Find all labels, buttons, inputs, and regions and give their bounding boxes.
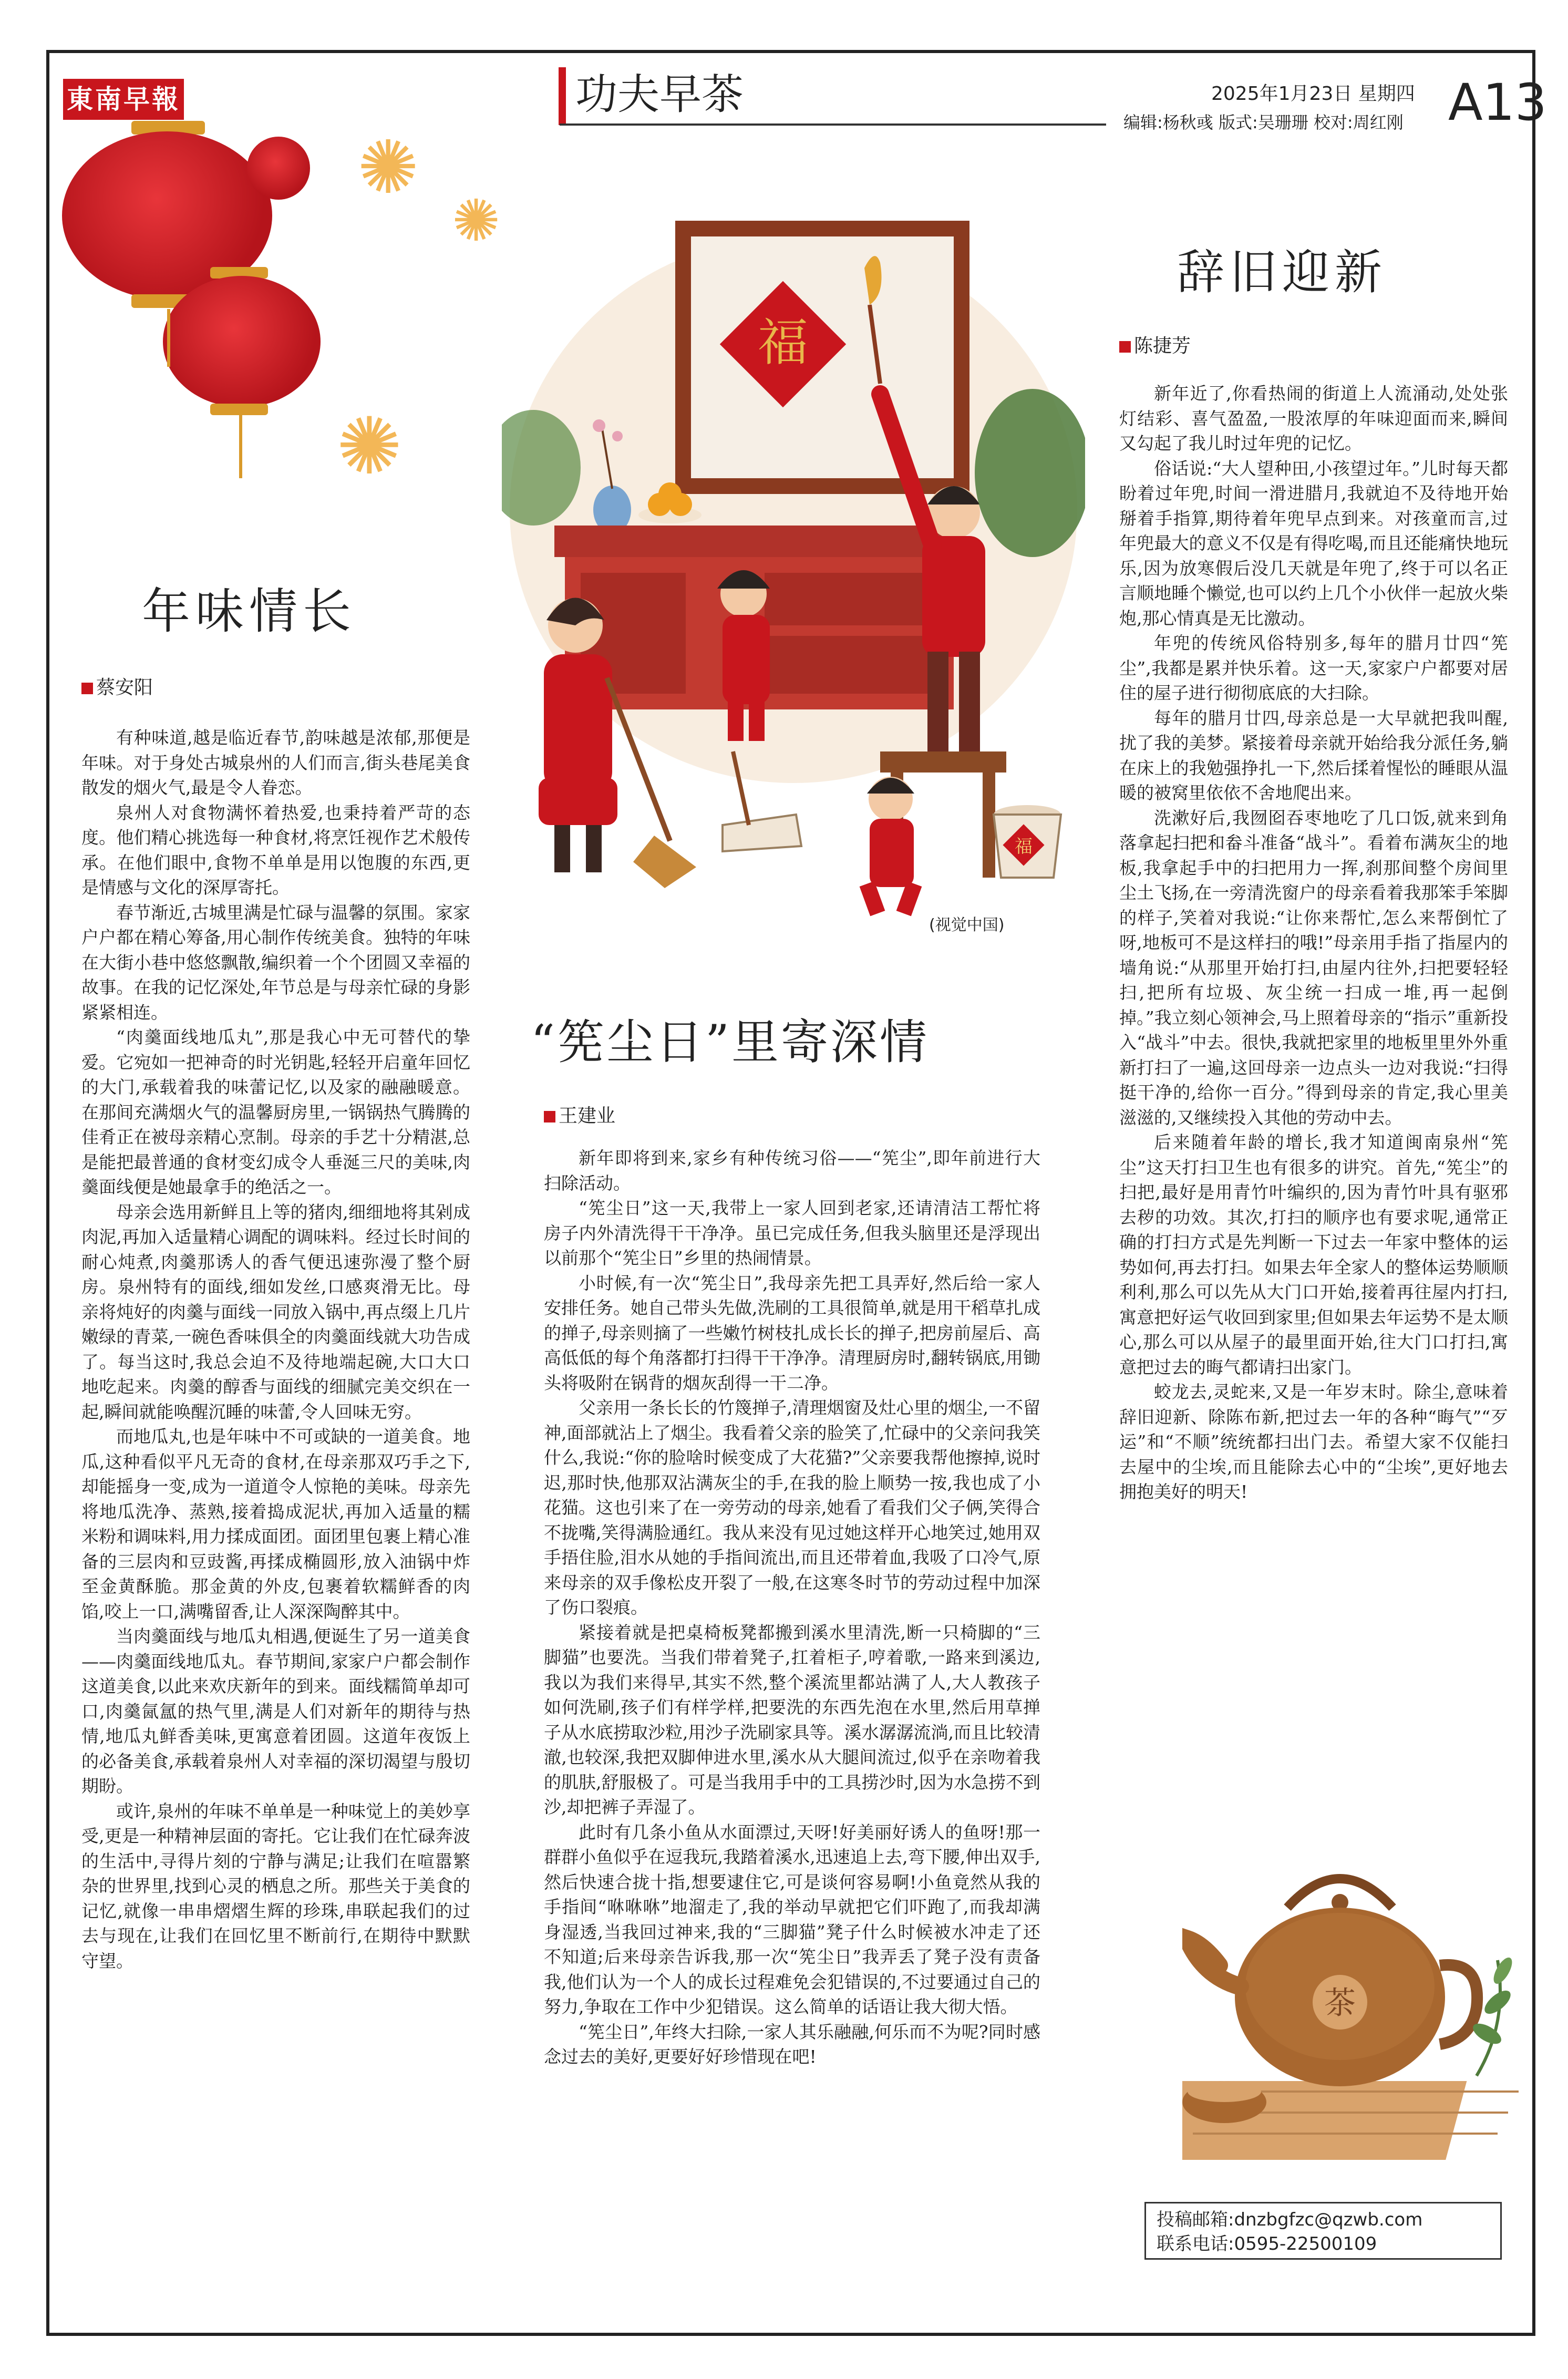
- article-author: 王建业: [544, 1101, 615, 1128]
- contact-box: [1144, 2202, 1502, 2260]
- teapot-character: 茶: [1324, 1985, 1356, 2022]
- article-title: “筅尘日”里寄深情: [531, 1015, 930, 1070]
- article-body-2: 新年即将到来,家乡有种传统习俗——“筅尘”,即年前进行大扫除活动。 “筅尘日”这一天,我带上一家人回到老家,还请清洁工帮忙将房子内外清洗得干干净净。虽已完成任务,但我头脑里还是浮现出以前那个“筅尘日”乡里的热闹情景。 小时候,有一次“筅尘日”,我母亲先把工具弄好,然后给一家人安排任务。她自己带头先做,洗刷的工具很简单,就是用干稻草扎成的掸子,母亲则摘了一些嫩竹树枝扎成长长的掸子,把房前屋后、高高低低的每个角落都打扫得干干净净。清理厨房时,翻转锅底,用锄头将吸附在锅背的烟灰刮得一干二净。 父亲用一条长长的竹篾掸子,清理烟窗及灶心里的烟尘,一不留神,面部就沾上了烟尘。我看着父亲的脸笑了,忙碌中的父亲问我笑什么,我说:“你的脸啥时候变成了大花猫?”父亲要我帮他擦掉,说时迟,那时快,他那双沾满灰尘的手,在我的脸上顺势一按,我也成了小花猫。这也引来了在一旁劳动的母亲,她看了看我们父子俩,笑得合不拢嘴,笑得满脸通红。我从来没有见过她这样开心地笑过,她用双手捂住脸,泪水从她的手指间流出,而且还带着血,我吸了口冷气,原来母亲的双手像松皮开裂了一般,在这寒冬时节的劳动过程中加深了伤口裂痕。 紧接着就是把桌椅板凳都搬到溪水里清洗,断一只椅脚的“三脚猫”也要洗。当我们带着凳子,扛着柜子,哼着歌,一路来到溪边,我以为我们来得早,其实不然,整个溪流里都站满了人,大人教孩子如何洗刷,孩子们有样学样,把要洗的东西先泡在水里,然后用草掸子从水底捞取沙粒,用沙子洗刷家具等。溪水潺潺流淌,而且比较清澈,也较深,我把双脚伸进水里,溪水从大腿间流过,似乎在亲吻着我的肌肤,舒服极了。可是当我用手中的工具捞沙时,因为水急捞不到沙,却把裤子弄湿了。 此时有几条小鱼从水面漂过,天呀!好美丽好诱人的鱼呀!那一群群小鱼似乎在逗我玩,我踏着溪水,迅速追上去,弯下腰,伸出双手,然后快速合拢十指,想要逮住它,可是谈何容易啊!小鱼竟然从我的手指间“咻咻咻”地溜走了,我的举动早就把它们吓跑了,而我却满身湿透,当我回过神来,我的“三脚猫”凳子什么时候被水冲走了还不知道;后来母亲告诉我,那一次“筅尘日”我弄丢了凳子没有责备我,他们认为一个人的成长过程难免会犯错误的,不过要通过自己的努力,争取在工作中少犯错误。这么简单的话语让我大彻大悟。 “筅尘日”,年终大扫除,一家人其乐融融,何乐而不为呢?同时感念过去的美好,更要好好珍惜现在吧!: [544, 1148, 1040, 2067]
- firework-decoration: ✺: [452, 187, 501, 254]
- article-title: 辞旧迎新: [1177, 245, 1387, 300]
- page-number: A13: [1448, 73, 1547, 132]
- section-title: 功夫早茶: [575, 70, 744, 119]
- spring-cleaning-illustration: [502, 173, 1085, 935]
- article-body-1: 有种味道,越是临近春节,韵味越是浓郁,那便是年味。对于身处古城泉州的人们而言,街头巷尾美食散发的烟火气,最是令人眷恋。 泉州人对食物满怀着热爱,也秉持着严苛的态度。他们精心挑选每一种食材,将烹饪视作艺术般传承。在他们眼中,食物不单单是用以饱腹的东西,更是情感与文化的深厚寄托。 春节渐近,古城里满是忙碌与温馨的氛围。家家户户都在精心筹备,用心制作传统美食。独特的年味在大街小巷中悠悠飘散,编织着一个个团圆又幸福的故事。在我的记忆深处,年节总是与母亲忙碌的身影紧紧相连。 “肉羹面线地瓜丸”,那是我心中无可替代的挚爱。它宛如一把神奇的时光钥匙,轻轻开启童年回忆的大门,承载着我的味蕾记忆,以及家的融融暖意。在那间充满烟火气的温馨厨房里,一锅锅热气腾腾的佳肴正在被母亲精心烹制。母亲的手艺十分精湛,总是能把最普通的食材变幻成令人垂涎三尺的美味,肉羹面线便是她最拿手的绝活之一。 母亲会选用新鲜且上等的猪肉,细细地将其剁成肉泥,再加入适量精心调配的调味料。经过长时间的耐心炖煮,肉羹那诱人的香气便迅速弥漫了整个厨房。泉州特有的面线,细如发丝,口感爽滑无比。母亲将炖好的肉羹与面线一同放入锅中,再点缀上几片嫩绿的青菜,一碗色香味俱全的肉羹面线就大功告成了。每当这时,我总会迫不及待地端起碗,大口大口地吃起来。肉羹的醇香与面线的细腻完美交织在一起,瞬间就能唤醒沉睡的味蕾,令人回味无穷。 而地瓜丸,也是年味中不可或缺的一道美食。地瓜,这种看似平凡无奇的食材,在母亲那双巧手之下,却能摇身一变,成为一道道令人惊艳的美味。母亲先将地瓜洗净、蒸熟,接着捣成泥状,再加入适量的糯米粉和调味料,用力揉成面团。面团里包裹上精心准备的三层肉和豆豉酱,再揉成椭圆形,放入油锅中炸至金黄酥脆。那金黄的外皮,包裹着软糯鲜香的肉馅,咬上一口,满嘴留香,让人深深陶醉其中。 当肉羹面线与地瓜丸相遇,便诞生了另一道美食——肉羹面线地瓜丸。春节期间,家家户户都会制作这道美食,以此来欢庆新年的到来。面线糯简单却可口,肉羹氤氲的热气里,满是人们对新年的期待与热情,地瓜丸鲜香美味,更寓意着团圆。这道年夜饭上的必备美食,承载着泉州人对幸福的深切渴望与殷切期盼。 或许,泉州的年味不单单是一种味觉上的美妙享受,更是一种精神层面的寄托。它让我们在忙碌奔波的生活中,寻得片刻的宁静与满足;让我们在喧嚣繁杂的世界里,找到心灵的栖息之所。那些关于美食的记忆,就像一串串熠熠生辉的珍珠,串联起我们的过去与现在,让我们在回忆里不断前行,在期待中默默守望。: [81, 727, 470, 1971]
- firework-decoration: ✺: [357, 125, 419, 211]
- teapot-illustration: [1182, 1829, 1540, 2197]
- article-author: 陈捷芳: [1119, 331, 1191, 358]
- image-credit: (视觉中国): [929, 916, 1005, 934]
- contact-phone: 联系电话:0595-22500109: [1157, 2233, 1377, 2254]
- editor-credits: 编辑:杨秋彧 版式:吴珊珊 校对:周红刚: [1123, 112, 1404, 132]
- header-rule: [560, 123, 1106, 126]
- masthead-logo: 東南早報: [63, 79, 184, 120]
- bucket-character: 福: [1015, 836, 1033, 857]
- article-body-3: 新年近了,你看热闹的街道上人流涌动,处处张灯结彩、喜气盈盈,一股浓厚的年味迎面而来,瞬间又勾起了我儿时过年兜的记忆。 俗话说:“大人望种田,小孩望过年。”儿时每天都盼着过年兜,时间一滑进腊月,我就迫不及待地开始掰着手指算,期待着年兜早点到来。对孩童而言,过年兜最大的意义不仅是有得吃喝,而且还能痛快地玩乐,因为放寒假后没几天就是年兜了,终于可以名正言顺地睡个懒觉,也可以约上几个小伙伴一起放火柴炮,那心情真是无比激动。 年兜的传统风俗特别多,每年的腊月廿四“筅尘”,我都是累并快乐着。这一天,家家户户都要对居住的屋子进行彻彻底底的大扫除。 每年的腊月廿四,母亲总是一大早就把我叫醒,扰了我的美梦。紧接着母亲就开始给我分派任务,躺在床上的我勉强挣扎一下,然后揉着惺忪的睡眼从温暖的被窝里依依不舍地爬出来。 洗漱好后,我囫囵吞枣地吃了几口饭,就来到角落拿起扫把和畚斗准备“战斗”。看着布满灰尘的地板,我拿起手中的扫把用力一挥,刹那间整个房间里尘土飞扬,在一旁清洗窗户的母亲看着我那笨手笨脚的样子,笑着对我说:“让你来帮忙,怎么来帮倒忙了呀,地板可不是这样扫的哦!”母亲用手指了指屋内的墙角说:“从那里开始打扫,由屋内往外,扫把要轻轻扫,把所有垃圾、灰尘统一扫成一堆,再一起倒掉。”我立刻心领神会,马上照着母亲的“指示”重新投入“战斗”中去。很快,我就把家里的地板里里外外重新打扫了一遍,这回母亲一边点头一边对我说:“扫得挺干净的,给你一百分。”得到母亲的肯定,我心里美滋滋的,又继续投入其他的劳动中去。 后来随着年龄的增长,我才知道闽南泉州“筅尘”这天打扫卫生也有很多的讲究。首先,“筅尘”的扫把,最好是用青竹叶编织的,因为青竹叶具有驱邪去秽的功效。其次,打扫的顺序也有要求呢,通常正确的打扫方式是先判断一下过去一年家中整体的运势如何,再去打扫。如果去年全家人的整体运势顺顺利利,那么可以先从大门口开始,接着再往屋内打扫,寓意把好运气收回到家里;但如果去年运势不是太顺心,那么可以从屋子的最里面开始,往大门口打扫,寓意把过去的晦气都请扫出家门。 蛟龙去,灵蛇来,又是一年岁末时。除尘,意味着辞旧迎新、除陈布新,把过去一年的各种“晦气”“歹运”和“不顺”统统都扫出门去。希望大家不仅能扫去屋中的尘埃,而且能除去心中的“尘埃”,更好地去拥抱美好的明天!: [1119, 383, 1508, 1502]
- submission-email[interactable]: 投稿邮箱:dnzbgfzc@qzwb.com: [1157, 2209, 1423, 2230]
- article-author: 蔡安阳: [81, 673, 153, 699]
- fu-character: 福: [758, 313, 808, 372]
- firework-decoration: ✺: [336, 401, 403, 492]
- issue-date: 2025年1月23日 星期四: [1211, 83, 1415, 105]
- article-title: 年味情长: [142, 583, 357, 640]
- section-accent-bar: [559, 67, 566, 125]
